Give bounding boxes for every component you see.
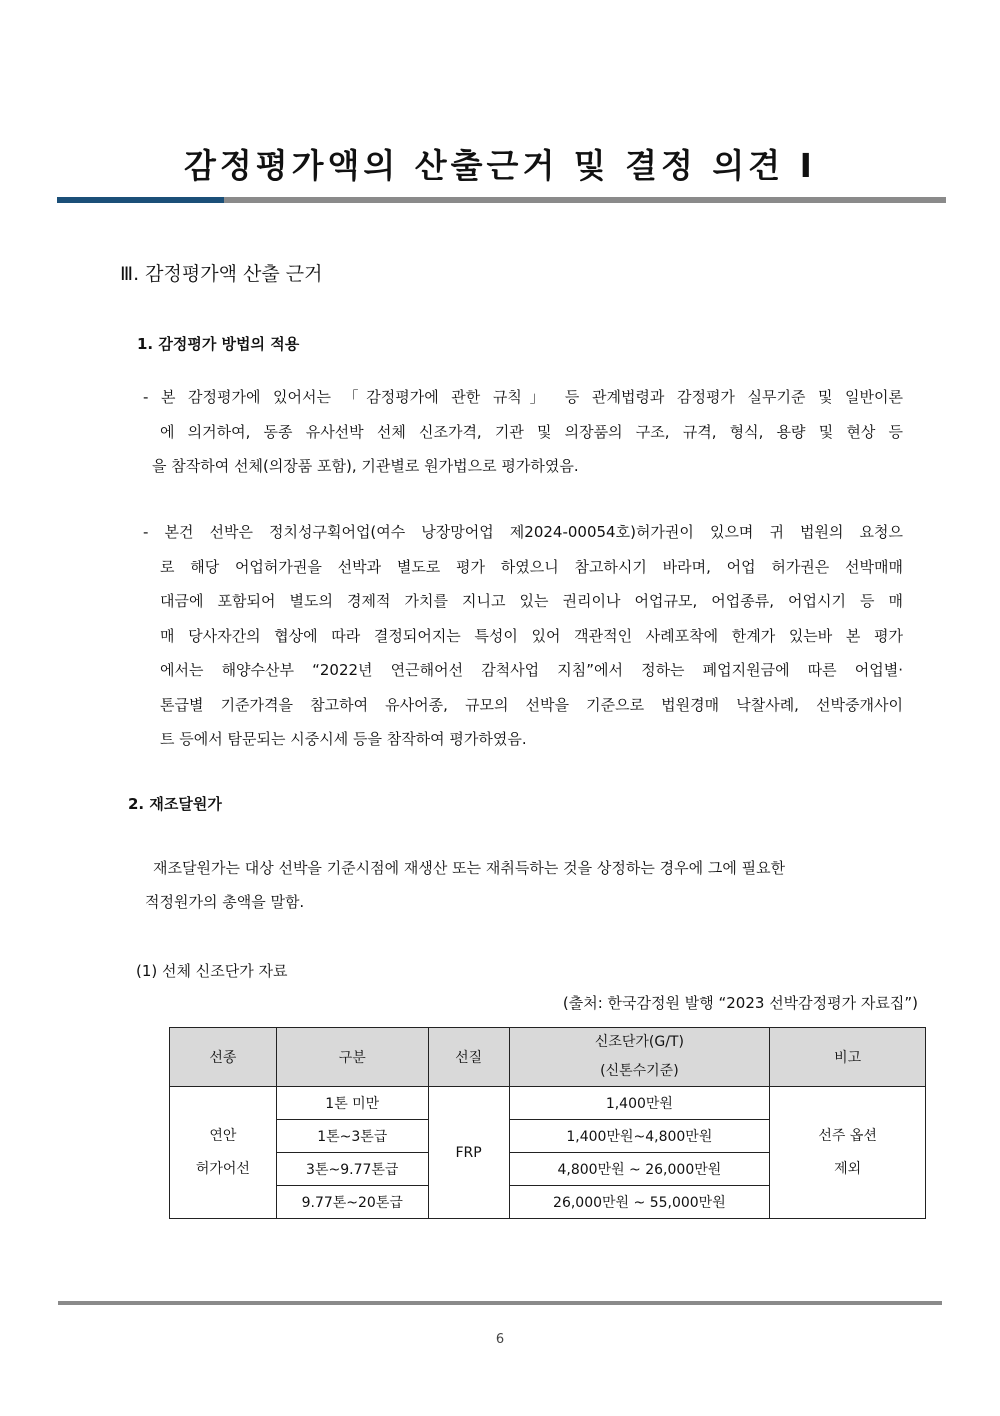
note-line1: 선주 옵션	[818, 1127, 877, 1144]
replacement-cost-paragraph	[145, 851, 905, 919]
paragraph-line: 에서는 해양수산부 “2022년 연근해어선 감척사업 지침”에서 정하는 폐업지원금에 따른 어업별·	[160, 661, 903, 679]
paragraph-line: 적정원가의 총액을 말함.	[145, 893, 305, 911]
price-cell: 1,400만원	[509, 1087, 770, 1120]
price-cell: 26,000만원 ~ 55,000만원	[509, 1186, 770, 1219]
section-heading: Ⅲ. 감정평가액 산출 근거	[120, 263, 323, 285]
material-cell: FRP	[428, 1087, 509, 1219]
class-cell: 1톤 미만	[276, 1087, 428, 1120]
table-source: (출처: 한국감정원 발행 “2023 선박감정평가 자료집”)	[562, 994, 918, 1012]
paragraph-line: - 본 감정평가에 있어서는 「감정평가에 관한 규칙」 등 관계법령과 감정평가 실무기준 및 일반이론	[143, 388, 903, 406]
note-line2: 제외	[834, 1160, 862, 1177]
title-underline-accent	[57, 197, 224, 203]
price-cell: 1,400만원~4,800만원	[509, 1120, 770, 1153]
class-cell: 1톤~3톤급	[276, 1120, 428, 1153]
paragraph-line: 재조달원가는 대상 선박을 기준시점에 재생산 또는 재취득하는 것을 상정하는 경우에 그에 필요한	[153, 859, 786, 877]
newbuild-price-table	[169, 1027, 926, 1219]
header-note: 비고	[770, 1028, 926, 1087]
title-underline	[224, 197, 946, 203]
paragraph-line: 매 당사자간의 협상에 따라 결정되어지는 특성이 있어 객관적인 사례포착에 한계가 있는바 본 평가	[160, 626, 903, 645]
table-caption: (1) 선체 신조단가 자료	[136, 962, 288, 980]
paragraph-line: 대금에 포함되어 별도의 경제적 가치를 지니고 있는 권리이나 어업규모, 어업종류, 어업시기 등 매	[160, 592, 903, 610]
header-unit-price	[509, 1028, 770, 1087]
method-paragraph-1	[143, 380, 903, 484]
ship-type-cell	[170, 1087, 277, 1219]
header-unit-price-line2: (신톤수기준)	[600, 1063, 679, 1079]
table-row	[170, 1087, 926, 1120]
ship-type-line1: 연안	[209, 1127, 237, 1144]
page-number: 6	[495, 1332, 505, 1347]
header-unit-price-line1: 신조단가(G/T)	[594, 1034, 684, 1050]
paragraph-line: - 본건 선박은 정치성구획어업(여수 낭장망어업 제2024-00054호)허가권이 있으며 귀 법원의 요청으	[143, 523, 903, 541]
class-cell: 9.77톤~20톤급	[276, 1186, 428, 1219]
header-class: 구분	[276, 1028, 428, 1087]
header-material: 선질	[428, 1028, 509, 1087]
paragraph-line: 을 참작하여 선체(의장품 포함), 기관별로 원가법으로 평가하였음.	[152, 457, 579, 475]
footer-rule	[58, 1301, 942, 1305]
paragraph-line: 트 등에서 탐문되는 시중시세 등을 참작하여 평가하였음.	[160, 730, 527, 748]
paragraph-line: 에 의거하여, 동종 유사선박 선체 신조가격, 기관 및 의장품의 구조, 규격, 형식, 용량 및 현상 등	[160, 422, 903, 441]
price-cell: 4,800만원 ~ 26,000만원	[509, 1153, 770, 1186]
paragraph-line: 톤급별 기준가격을 참고하여 유사어종, 규모의 선박을 기준으로 법원경매 낙찰사례, 선박중개사이	[160, 695, 903, 714]
ship-type-line2: 허가어선	[195, 1160, 250, 1177]
note-cell	[770, 1087, 926, 1219]
subsection-heading-replacement-cost: 2. 재조달원가	[128, 795, 222, 813]
paragraph-line: 로 해당 어업허가권을 선박과 별도로 평가 하였으니 참고하시기 바라며, 어업 허가권은 선박매매	[160, 557, 903, 576]
class-cell: 3톤~9.77톤급	[276, 1153, 428, 1186]
method-paragraph-2	[143, 515, 903, 757]
page-title: 감정평가액의 산출근거 및 결정 의견 Ⅰ	[184, 146, 816, 185]
subsection-heading-method: 1. 감정평가 방법의 적용	[137, 335, 300, 353]
header-ship-type: 선종	[170, 1028, 277, 1087]
table-header-row	[170, 1028, 926, 1087]
